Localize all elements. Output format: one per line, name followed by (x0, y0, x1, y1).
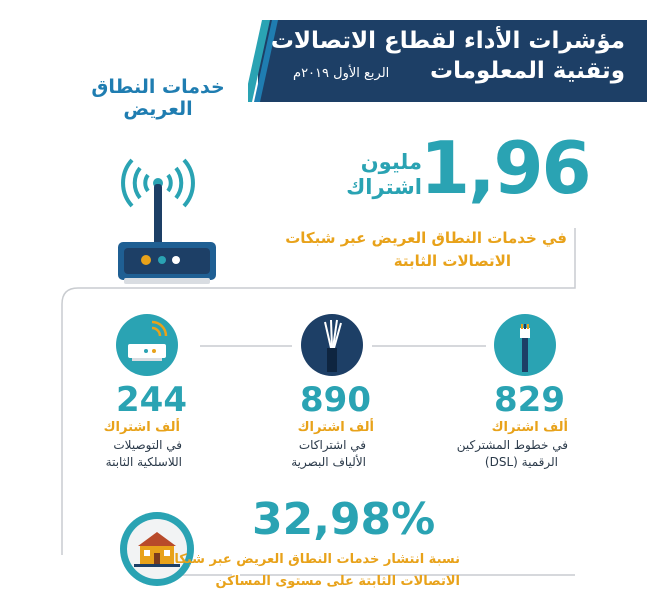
dsl-unit: ألف اشتراك (491, 420, 568, 435)
dsl-desc-line2: الرقمية (DSL) (484, 455, 558, 469)
total-unit-line1: مليون (360, 150, 422, 174)
dsl-cable-icon (494, 314, 556, 376)
dsl-desc-line1: في خطوط المشتركين (456, 438, 568, 452)
page-title-line2: وتقنية المعلومات (430, 58, 625, 84)
total-value: 1,96 (420, 126, 590, 210)
fiber-unit: ألف اشتراك (297, 420, 374, 435)
fiber-desc-line1: في اشتراكات (298, 438, 366, 452)
fiber-optic-icon (301, 314, 363, 376)
wireless-icon-circle (116, 314, 178, 376)
quarter-label: الربع الأول ٢٠١٩م (293, 66, 390, 81)
penetration-desc-line1: نسبة انتشار خدمات النطاق العريض عبر شبكات (161, 552, 460, 567)
page-title-line1: مؤشرات الأداء لقطاع الاتصالات (270, 28, 625, 54)
total-desc-line2: الاتصالات الثابتة (393, 252, 511, 270)
house-icon (120, 512, 194, 586)
penetration-value: 32,98% (252, 494, 436, 545)
wireless-desc-line1: في التوصيلات (113, 438, 182, 452)
penetration-desc-line2: الاتصالات الثابتة على مستوى المساكن (215, 574, 460, 589)
wireless-value: 244 (116, 380, 187, 420)
fiber-desc-line2: الألياف البصرية (291, 455, 366, 469)
wireless-unit: ألف اشتراك (103, 420, 180, 435)
dsl-value: 829 (494, 380, 565, 420)
section-title-line1: خدمات النطاق (91, 76, 225, 98)
wireless-desc-line2: اللاسلكية الثابتة (105, 455, 182, 469)
wireless-router-icon (116, 314, 178, 376)
house-icon-circle (120, 512, 194, 586)
total-desc-line1: في خدمات النطاق العريض عبر شبكات (285, 229, 567, 247)
fiber-value: 890 (300, 380, 371, 420)
section-title-line2: العريض (123, 98, 193, 120)
dsl-icon-circle (494, 314, 556, 376)
fiber-icon-circle (301, 314, 363, 376)
total-unit-line2: اشتراك (346, 175, 422, 199)
